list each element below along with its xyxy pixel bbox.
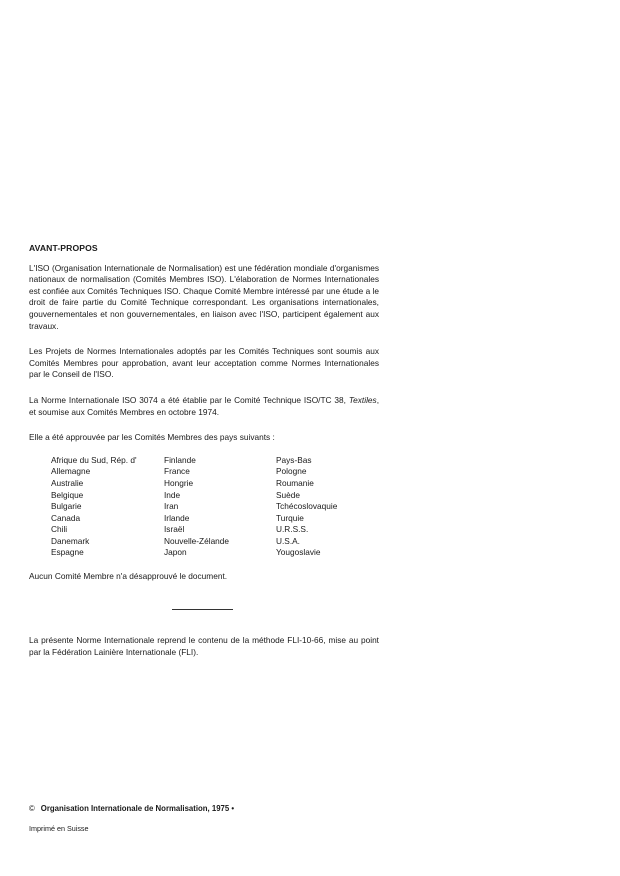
country-item: Inde: [164, 489, 181, 500]
section-divider: [172, 609, 233, 610]
paragraph-draft-standards: Les Projets de Normes Internationales adoptés par les Comités Techniques sont soumis aux Comités Membres pour approbation, avant leur acceptation comme Normes Internationales par le Conseil de l'ISO.: [29, 346, 379, 380]
country-item: Belgique: [51, 489, 84, 500]
paragraph-approval-intro: Elle a été approuvée par les Comités Membres des pays suivants :: [29, 432, 275, 443]
copyright-text: Organisation Internationale de Normalisation, 1975 •: [40, 804, 235, 813]
country-item: Turquie: [276, 512, 304, 523]
country-item: Finlande: [164, 454, 196, 465]
country-item: U.R.S.S.: [276, 524, 309, 535]
country-item: Japon: [164, 547, 187, 558]
country-item: Espagne: [51, 547, 84, 558]
copyright-line: [29, 804, 234, 813]
country-item: Danemark: [51, 535, 90, 546]
foreword-section: [29, 243, 379, 597]
country-item: Afrique du Sud, Rép. d': [51, 454, 137, 465]
paragraph-norm-origin: [29, 395, 379, 418]
country-item: U.S.A.: [276, 535, 300, 546]
country-item: Roumanie: [276, 477, 314, 488]
country-list: [51, 455, 379, 559]
country-item: Pologne: [276, 466, 307, 477]
country-item: Israël: [164, 524, 185, 535]
norm-text-before: La Norme Internationale ISO 3074 a été établie par le Comité Technique ISO/TC 38,: [29, 394, 349, 405]
country-item: Australie: [51, 477, 84, 488]
norm-text-italic: Textiles: [348, 394, 377, 405]
country-item: Bulgarie: [51, 501, 82, 512]
paragraph-fli-method: La présente Norme Internationale reprend le contenu de la méthode FLI-10-66, mise au point par la Fédération Lainière Internationale (FLI).: [29, 635, 379, 657]
country-column-1: [51, 455, 164, 559]
country-item: Iran: [164, 501, 179, 512]
copyright-symbol: ©: [29, 804, 35, 813]
norm-text-after: , et soumise aux Comités Membres en octobre 1974.: [29, 394, 379, 417]
country-item: Chili: [51, 524, 68, 535]
country-item: Hongrie: [164, 477, 194, 488]
country-item: Nouvelle-Zélande: [164, 535, 230, 546]
country-column-2: [164, 455, 276, 559]
country-item: Suède: [276, 489, 300, 500]
country-column-3: [276, 455, 386, 559]
paragraph-disapproval: Aucun Comité Membre n'a désapprouvé le document.: [29, 571, 228, 582]
paragraph-iso-intro: L'ISO (Organisation Internationale de Normalisation) est une fédération mondiale d'organismes nationaux de normalisation (Comités Membres ISO). L'élaboration de Normes Internationales est confiée aux Comités Techniques ISO. Chaque Comité Membre intéressé par une étude a le droit de faire partie du Comité Technique correspondant. Les organisations internationales, gouvernementales et non gouvernementales, en liaison avec l'ISO, participent également aux travaux.: [29, 262, 379, 331]
country-item: Canada: [51, 512, 81, 523]
country-item: Irlande: [164, 512, 190, 523]
country-item: Yougoslavie: [276, 547, 321, 558]
country-item: Tchécoslovaquie: [276, 501, 338, 512]
country-item: France: [164, 466, 190, 477]
printed-in-line: Imprimé en Suisse: [29, 824, 89, 833]
country-item: Pays-Bas: [276, 454, 312, 465]
foreword-heading: AVANT-PROPOS: [29, 243, 98, 253]
country-item: Allemagne: [51, 466, 91, 477]
